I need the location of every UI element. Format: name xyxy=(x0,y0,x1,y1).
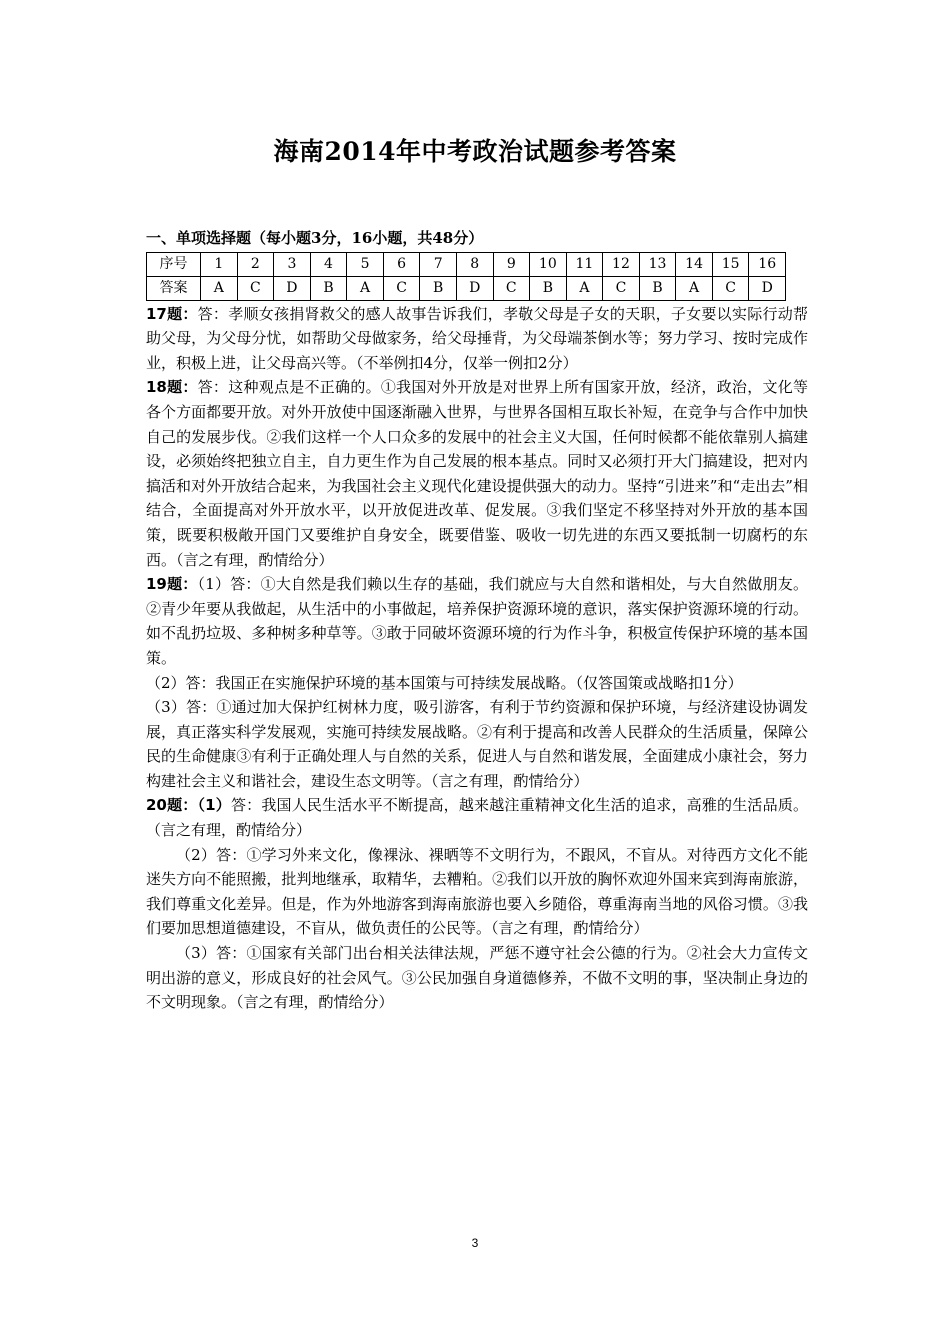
question-20-part-1-text: 答：我国人民生活水平不断提高，越来越注重精神文化生活的追求，高雅的生活品质。（言之有理，酌情给分） xyxy=(146,796,809,840)
section-heading-note: （每小题3分，16小题，共48分） xyxy=(251,229,484,247)
answer-cell: A xyxy=(347,276,384,300)
question-number-cell: 4 xyxy=(310,252,347,276)
question-20-part-3: （3）答：①国家有关部门出台相关法律法规，严惩不遵守社会公德的行为。②社会大力宣传文明出游的意义，形成良好的社会风气。③公民加强自身道德修养，不做不文明的事，坚决制止身边的不文明现象。（言之有理，酌情给分） xyxy=(146,944,808,1012)
question-18-text: 答：这种观点是不正确的。①我国对外开放是对世界上所有国家开放，经济，政治，文化等各个方面都要开放。对外开放使中国逐渐融入世界，与世界各国相互取长补短，在竞争与合作中加快自己的发展步伐。②我们这样一个人口众多的发展中的社会主义大国，任何时候都不能依靠别人搞建设，必须始终把独立自主，自力更生作为自己发展的根本基点。同时又必须打开大门搞建设，把对内搞活和对外开放结合起来，为我国社会主义现代化建设提供强大的动力。坚持“引进来”和“走出去”相结合，全面提高对外开放水平，以开放促进改革、促发展。③我们坚定不移坚持对外开放的基本国策，既要积极敞开国门又要维护自身安全，既要借鉴、吸收一切先进的东西又要抵制一切腐朽的东西。（言之有理，酌情给分） xyxy=(146,378,808,569)
question-number-cell: 12 xyxy=(603,252,640,276)
section-heading xyxy=(146,226,808,251)
question-number-cell: 15 xyxy=(712,252,749,276)
question-number-cell: 8 xyxy=(456,252,493,276)
answer-cell: C xyxy=(603,276,640,300)
answer-content xyxy=(146,226,808,1015)
question-number-cell: 2 xyxy=(237,252,274,276)
question-19-part-1 xyxy=(146,572,808,670)
answer-row-label: 答案 xyxy=(147,276,201,300)
answer-row xyxy=(147,276,786,300)
question-18-label: 18题： xyxy=(146,378,198,397)
question-17 xyxy=(146,302,808,376)
answer-cell: A xyxy=(566,276,603,300)
answer-cell: B xyxy=(639,276,676,300)
question-17-text: 答：孝顺女孩捐肾救父的感人故事告诉我们，孝敬父母是子女的天职，子女要以实际行动帮助父母，为父母分忧，如帮助父母做家务，给父母捶背，为父母端茶倒水等；努力学习、按时完成作业，积极上进，让父母高兴等。（不举例扣4分，仅举一例扣2分） xyxy=(146,304,808,372)
answer-cell: C xyxy=(493,276,530,300)
question-18 xyxy=(146,375,808,572)
answer-cell: C xyxy=(712,276,749,300)
answer-cell: C xyxy=(237,276,274,300)
question-number-cell: 1 xyxy=(201,252,238,276)
question-number-cell: 10 xyxy=(530,252,567,276)
page-number: 3 xyxy=(471,1236,479,1250)
answer-cell: B xyxy=(310,276,347,300)
question-20-part-2: （2）答：①学习外来文化，像裸泳、裸晒等不文明行为，不跟风，不盲从。对待西方文化不能迷失方向不能照搬，批判地继承，取精华，去糟粕。②我们以开放的胸怀欢迎外国来宾到海南旅游，我们尊重文化差异。但是，作为外地游客到海南旅游也要入乡随俗，尊重海南当地的风俗习惯。③我们要加思想道德建设，不盲从，做负责任的公民等。（言之有理，酌情给分） xyxy=(146,845,808,938)
answer-cell: A xyxy=(201,276,238,300)
question-number-cell: 3 xyxy=(274,252,311,276)
answer-cell: B xyxy=(530,276,567,300)
question-number-cell: 7 xyxy=(420,252,457,276)
question-number-cell: 6 xyxy=(383,252,420,276)
answer-cell: C xyxy=(383,276,420,300)
number-row xyxy=(147,252,786,276)
question-number-cell: 5 xyxy=(347,252,384,276)
question-19-part-1-text: （1）答：①大自然是我们赖以生存的基础，我们就应与大自然和谐相处，与大自然做朋友。②青少年要从我做起，从生活中的小事做起，培养保护资源环境的意识，落实保护资源环境的行动。如不乱扔垃圾、多种树多种草等。③敢于同破坏资源环境的行为作斗争，积极宣传保护环境的基本国策。 xyxy=(146,575,808,667)
question-20-label: 20题： xyxy=(146,796,198,815)
answer-cell: D xyxy=(456,276,493,300)
question-number-cell: 16 xyxy=(749,252,786,276)
document-title: 海南2014年中考政治试题参考答案 xyxy=(273,137,677,166)
question-19-label: 19题： xyxy=(146,575,198,594)
answer-cell: B xyxy=(420,276,457,300)
answer-cell: D xyxy=(274,276,311,300)
question-19-part-2: （2）答：我国正在实施保护环境的基本国策与可持续发展战略。（仅答国策或战略扣1分） xyxy=(146,673,743,692)
answer-table xyxy=(146,252,786,301)
section-heading-main: 一、单项选择题 xyxy=(146,229,252,247)
question-number-cell: 11 xyxy=(566,252,603,276)
question-20-part-1 xyxy=(146,793,808,842)
question-20-part-1-number: （1） xyxy=(197,796,231,815)
answer-cell: A xyxy=(676,276,713,300)
question-number-cell: 13 xyxy=(639,252,676,276)
answer-cell: D xyxy=(749,276,786,300)
question-number-cell: 9 xyxy=(493,252,530,276)
question-19-part-3: （3）答：①通过加大保护红树林力度，吸引游客，有利于节约资源和保护环境，与经济建设协调发展，真正落实科学发展观，实施可持续发展战略。②有利于提高和改善人民群众的生活质量，保障公民的生命健康③有利于正确处理人与自然的关系，促进人与自然和谐发展，全面建成小康社会，努力构建社会主义和谐社会，建设生态文明等。（言之有理，酌情给分） xyxy=(146,698,808,790)
question-17-label: 17题： xyxy=(146,304,198,323)
question-number-cell: 14 xyxy=(676,252,713,276)
number-row-label: 序号 xyxy=(147,252,201,276)
